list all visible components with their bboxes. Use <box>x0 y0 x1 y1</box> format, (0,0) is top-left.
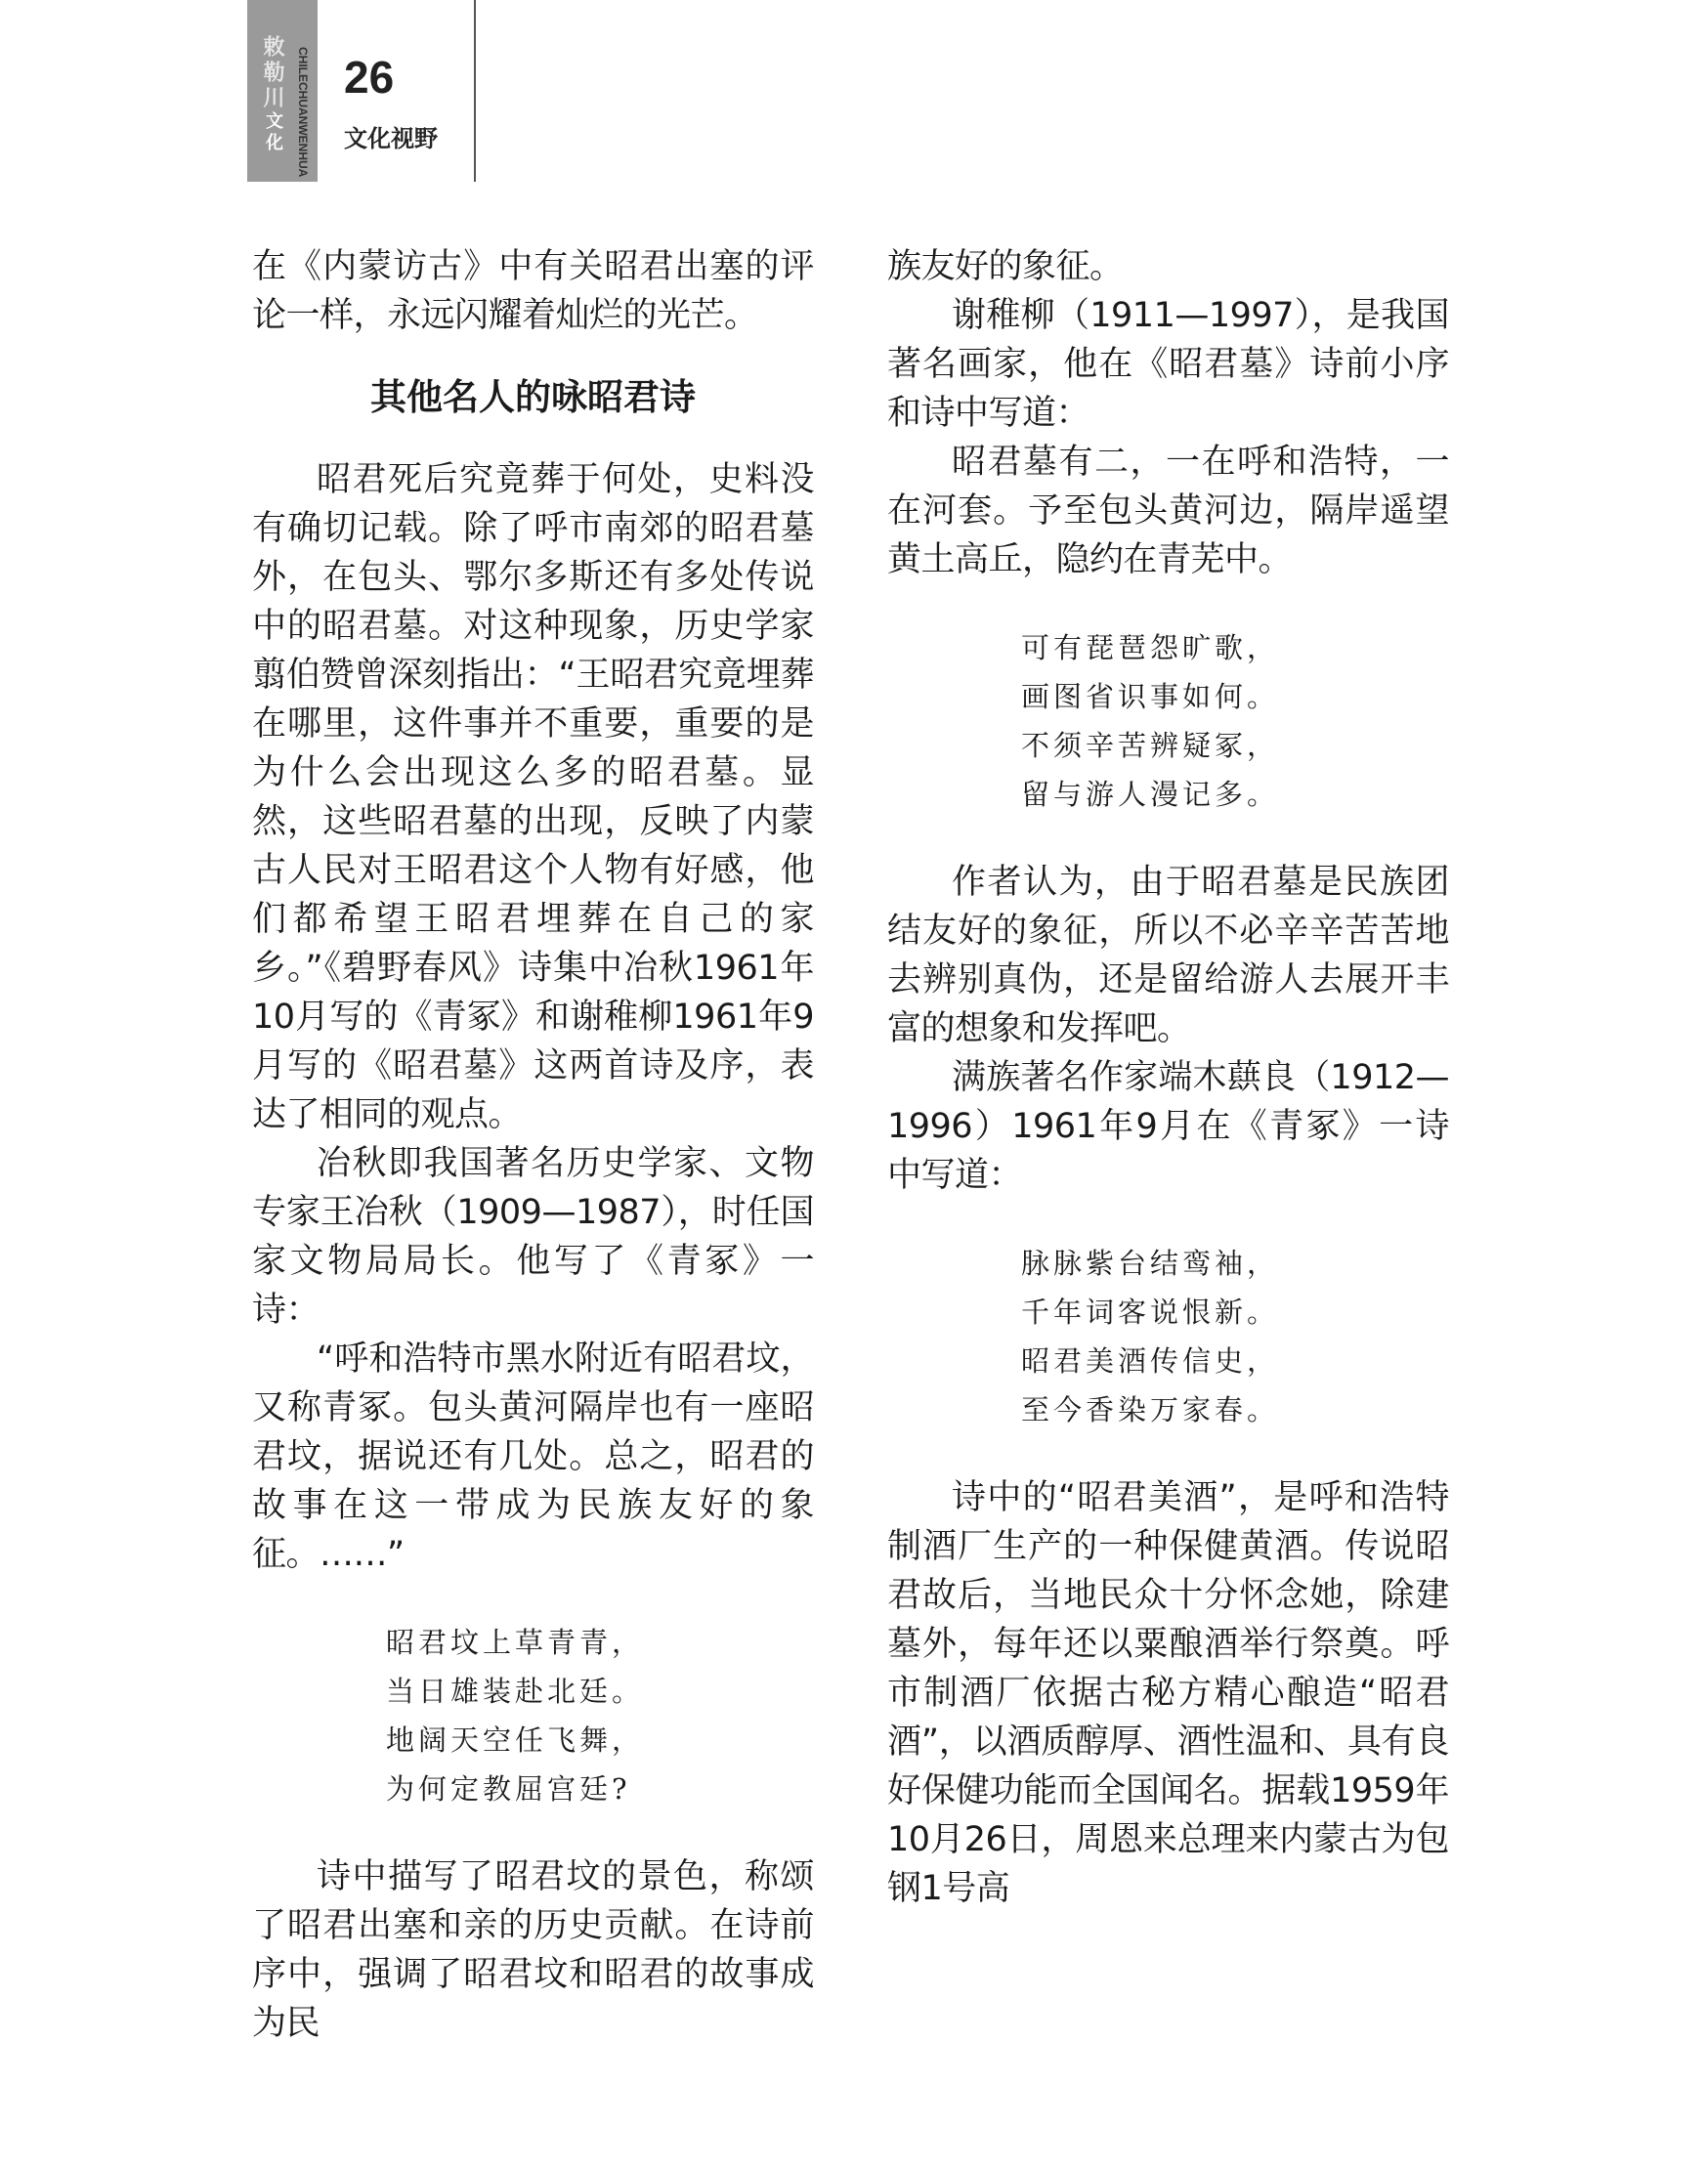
poem-line: 为何定教屈宫廷? <box>386 1772 631 1806</box>
poem-line: 昭君坟上草青青， <box>386 1626 645 1659</box>
paragraph: 谢稚柳（1911—1997），是我国著名画家，他在《昭君墓》诗前小序和诗中写道： <box>887 296 1449 433</box>
poem-line: 脉脉紫台结鸾袖， <box>1021 1247 1280 1280</box>
paragraph: 满族著名作家端木蕻良（1912—1996）1961年9月在《青冢》一诗中写道： <box>887 1058 1449 1195</box>
journal-title-sub: 文化 <box>263 111 283 154</box>
paragraph: 在《内蒙访古》中有关昭君出塞的评论一样，永远闪耀着灿烂的光芒。 <box>252 247 814 335</box>
poem-line: 画图省识事如何。 <box>1021 680 1280 713</box>
paragraph: 冶秋即我国著名历史学家、文物专家王冶秋（1909—1987），时任国家文物局局长。他写了《青冢》一诗： <box>252 1144 814 1330</box>
right-column <box>887 242 1449 1913</box>
poem <box>252 1618 814 1813</box>
page-number: 26 <box>344 52 395 103</box>
header-divider <box>474 0 476 182</box>
paragraph: 作者认为，由于昭君墓是民族团结友好的象征，所以不必辛辛苦苦地去辨别真伪，还是留给游人去展开丰富的想象和发挥吧。 <box>887 863 1449 1048</box>
poem-line: 昭君美酒传信史， <box>1021 1344 1280 1378</box>
poem-line: 留与游人漫记多。 <box>1021 778 1280 811</box>
left-column <box>252 242 814 2048</box>
section-heading: 其他名人的咏昭君诗 <box>370 376 696 418</box>
journal-title-main: 敕勒川 <box>260 35 285 111</box>
header-band <box>247 0 318 182</box>
poem-line: 可有琵琶怨旷歌， <box>1021 631 1280 664</box>
poem-line: 不须辛苦辨疑冢， <box>1021 729 1280 762</box>
paragraph: “呼和浩特市黑水附近有昭君坟，又称青冢。包头黄河隔岸也有一座昭君坟，据说还有几处。总之，昭君的故事在这一带成为民族友好的象征。……” <box>252 1340 814 1574</box>
poem-line: 地阔天空任飞舞， <box>386 1723 645 1757</box>
paragraph: 族友好的象征。 <box>887 247 1124 286</box>
section-name: 文化视野 <box>344 125 438 152</box>
journal-title <box>260 35 286 154</box>
poem-line: 千年词客说恨新。 <box>1021 1296 1280 1329</box>
paragraph: 昭君墓有二，一在呼和浩特，一在河套。予至包头黄河边，隔岸遥望黄土高丘，隐约在青芜中。 <box>887 443 1449 579</box>
poem-line: 至今香染万家春。 <box>1021 1393 1280 1426</box>
journal-pinyin: CHILECHUANWENHUA <box>296 47 310 178</box>
poem-line: 当日雄装赴北廷。 <box>386 1675 645 1708</box>
poem <box>887 1239 1449 1434</box>
paragraph: 诗中的“昭君美酒”，是呼和浩特制酒厂生产的一种保健黄酒。传说昭君故后，当地民众十分怀念她，除建墓外，每年还以粟酿酒举行祭奠。呼市制酒厂依据古秘方精心酿造“昭君酒”，以酒质醇厚、酒性温和、具有良好保健功能而全国闻名。据载1959年10月26日，周恩来总理来内蒙古为包钢1号高 <box>887 1478 1449 1908</box>
paragraph: 昭君死后究竟葬于何处，史料没有确切记载。除了呼市南郊的昭君墓外，在包头、鄂尔多斯还有多处传说中的昭君墓。对这种现象，历史学家翦伯赞曾深刻指出：“王昭君究竟埋葬在哪里，这件事并不重要，重要的是为什么会出现这么多的昭君墓。显然，这些昭君墓的出现，反映了内蒙古人民对王昭君这个人物有好感，他们都希望王昭君埋葬在自己的家乡。”《碧野春风》诗集中冶秋1961年10月写的《青冢》和谢稚柳1961年9月写的《昭君墓》这两首诗及序，表达了相同的观点。 <box>252 460 814 1134</box>
poem <box>887 623 1449 819</box>
paragraph: 诗中描写了昭君坟的景色，称颂了昭君出塞和亲的历史贡献。在诗前序中，强调了昭君坟和昭君的故事成为民 <box>252 1857 814 2043</box>
